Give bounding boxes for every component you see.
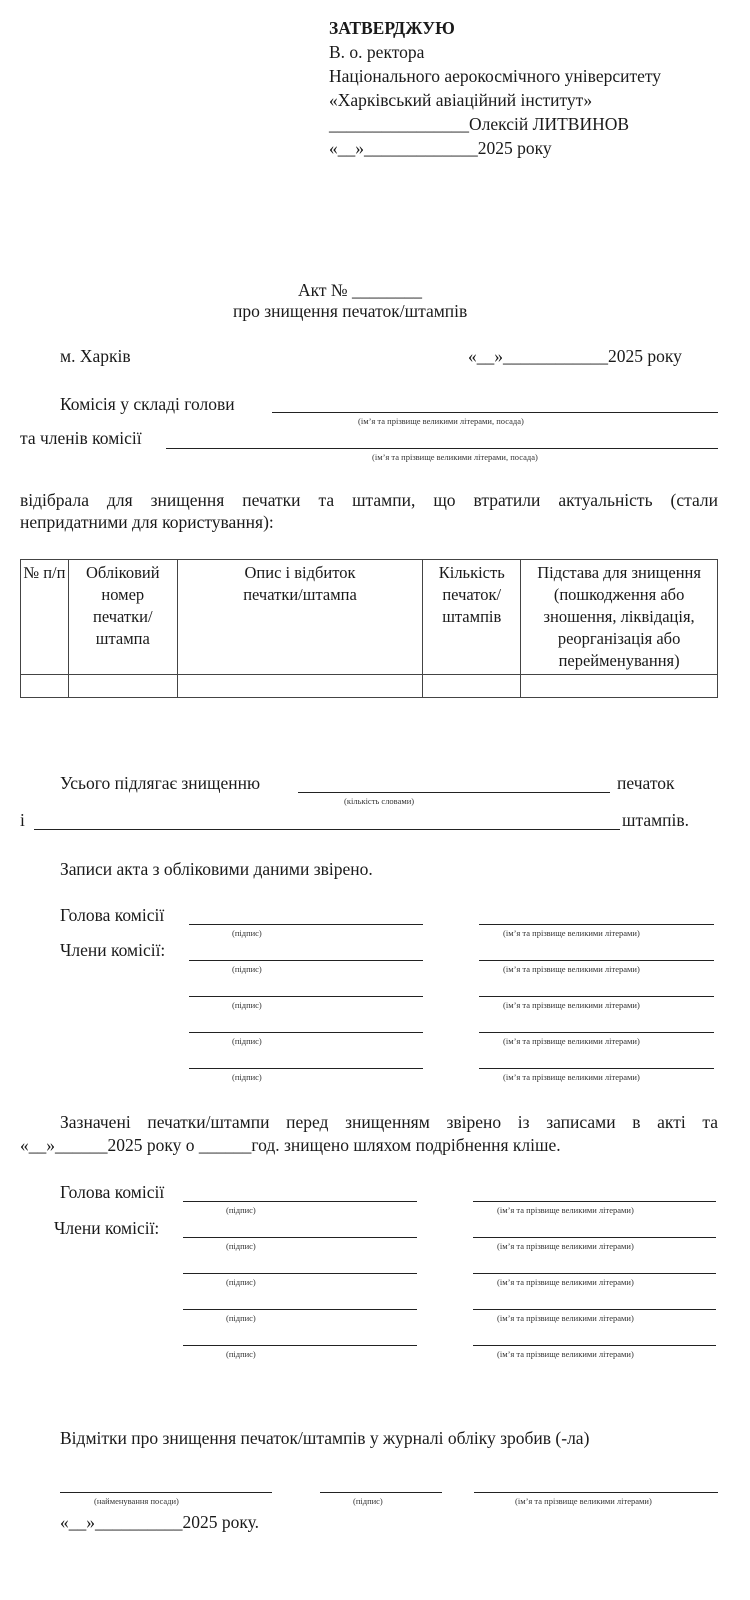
footer-sign-line [320,1492,442,1493]
total-suffix: штампів. [622,810,690,830]
table-cell [423,675,521,698]
signer-blank: ________________ [329,114,469,134]
total-label: Усього підлягає знищенню [60,773,261,793]
name-hint: (ім’я та прізвище великими літерами) [503,964,640,974]
signature-line [189,1032,423,1033]
footer-name-hint: (ім’я та прізвище великими літерами) [515,1496,652,1506]
act-title: Акт № ________ [298,280,423,300]
place: м. Харків [60,346,131,366]
approval-date: «__»_____________2025 року [329,138,552,158]
signature-hint: (підпис) [226,1241,256,1251]
destroy-line-2: «__»______2025 року о ______год. знищено шляхом подрібнення кліше. [20,1135,561,1155]
name-line [473,1201,716,1202]
commission-chair-label: Комісія у складі голови [60,394,235,414]
destroy-line-1: Зазначені печатки/штампи перед знищенням звірено із записами в акті та [60,1112,718,1132]
total-line [298,792,610,793]
position-line [60,1492,272,1493]
approval-heading: ЗАТВЕРДЖУЮ [329,18,455,38]
name-hint: (ім’я та прізвище великими літерами) [503,928,640,938]
name-hint: (ім’я та прізвище великими літерами) [497,1277,634,1287]
sig1-members-label: Члени комісії: [60,940,166,960]
name-line [479,960,714,961]
position-hint: (найменування посади) [94,1496,179,1506]
signature-hint: (підпис) [232,1000,262,1010]
signature-hint: (підпис) [232,1072,262,1082]
total-line-2 [34,829,620,830]
signature-hint: (підпис) [226,1205,256,1215]
footer-date: «__»__________2025 року. [60,1512,260,1532]
signature-hint: (підпис) [232,964,262,974]
name-hint: (ім’я та прізвище великими літерами) [497,1313,634,1323]
footer-sign-hint: (підпис) [353,1496,383,1506]
total-stamps-word: печаток [617,773,675,793]
sig2-chair-label: Голова комісії [60,1182,165,1202]
name-line [473,1237,716,1238]
col-account-number-header: Обліковий номер печатки/ штампа [68,560,177,675]
col-number-header: № п/п [21,560,69,675]
signature-line [189,1068,423,1069]
signer-name: Олексій ЛИТВИНОВ [469,114,630,134]
sig2-members-label: Члени комісії: [54,1218,160,1238]
signature-line [189,924,423,925]
signature-line [183,1201,417,1202]
signature-hint: (підпис) [232,928,262,938]
table-header-row [21,560,718,675]
approval-position: В. о. ректора [329,42,425,62]
name-line [473,1309,716,1310]
intro-line-1: відібрала для знищення печатки та штампи, що втратили актуальність (стали [20,490,718,510]
name-hint: (ім’я та прізвище великими літерами) [503,1000,640,1010]
name-line [479,1032,714,1033]
approval-university: Національного аерокосмічного університету [329,66,662,86]
signature-line [183,1309,417,1310]
total-hint: (кількість словами) [344,796,415,806]
signature-line [189,996,423,997]
name-hint: (ім’я та прізвище великими літерами) [497,1205,634,1215]
table-cell [521,675,718,698]
chair-hint: (ім’я та прізвище великими літерами, посада) [358,416,524,426]
name-line [473,1345,716,1346]
approval-institute: «Харківський авіаційний інститут» [329,90,593,110]
intro-line-2: непридатними для користування): [20,512,274,532]
sig1-chair-label: Голова комісії [60,905,165,925]
chair-line [272,412,718,413]
col-reason-header: Підстава для знищення (пошкодження або зношення, ліквідація, реорганізація або перейменування) [521,560,718,675]
verified-text: Записи акта з обліковими даними звірено. [60,859,373,879]
signature-hint: (підпис) [226,1349,256,1359]
total-and: і [20,810,25,830]
table-row [21,675,718,698]
table-cell [21,675,69,698]
act-date: «__»____________2025 року [468,346,682,366]
table-cell [177,675,423,698]
name-hint: (ім’я та прізвище великими літерами) [497,1241,634,1251]
signature-hint: (підпис) [226,1277,256,1287]
stamps-table [20,559,718,698]
table-cell [68,675,177,698]
name-line [479,1068,714,1069]
footer-name-line [474,1492,718,1493]
col-description-header: Опис і відбиток печатки/штампа [177,560,423,675]
journal-text: Відмітки про знищення печаток/штампів у журналі обліку зробив (-ла) [60,1428,590,1448]
members-hint: (ім’я та прізвище великими літерами, посада) [372,452,538,462]
name-hint: (ім’я та прізвище великими літерами) [503,1036,640,1046]
name-line [473,1273,716,1274]
col-quantity-header: Кількість печаток/ штампів [423,560,521,675]
members-line [166,448,718,449]
act-subtitle: про знищення печаток/штампів [233,301,468,321]
name-line [479,996,714,997]
signature-hint: (підпис) [226,1313,256,1323]
signature-line [183,1345,417,1346]
signature-line [189,960,423,961]
signature-line [183,1237,417,1238]
name-hint: (ім’я та прізвище великими літерами) [503,1072,640,1082]
name-line [479,924,714,925]
approval-signer [329,114,629,135]
commission-members-label: та членів комісії [20,428,142,448]
signature-line [183,1273,417,1274]
name-hint: (ім’я та прізвище великими літерами) [497,1349,634,1359]
signature-hint: (підпис) [232,1036,262,1046]
